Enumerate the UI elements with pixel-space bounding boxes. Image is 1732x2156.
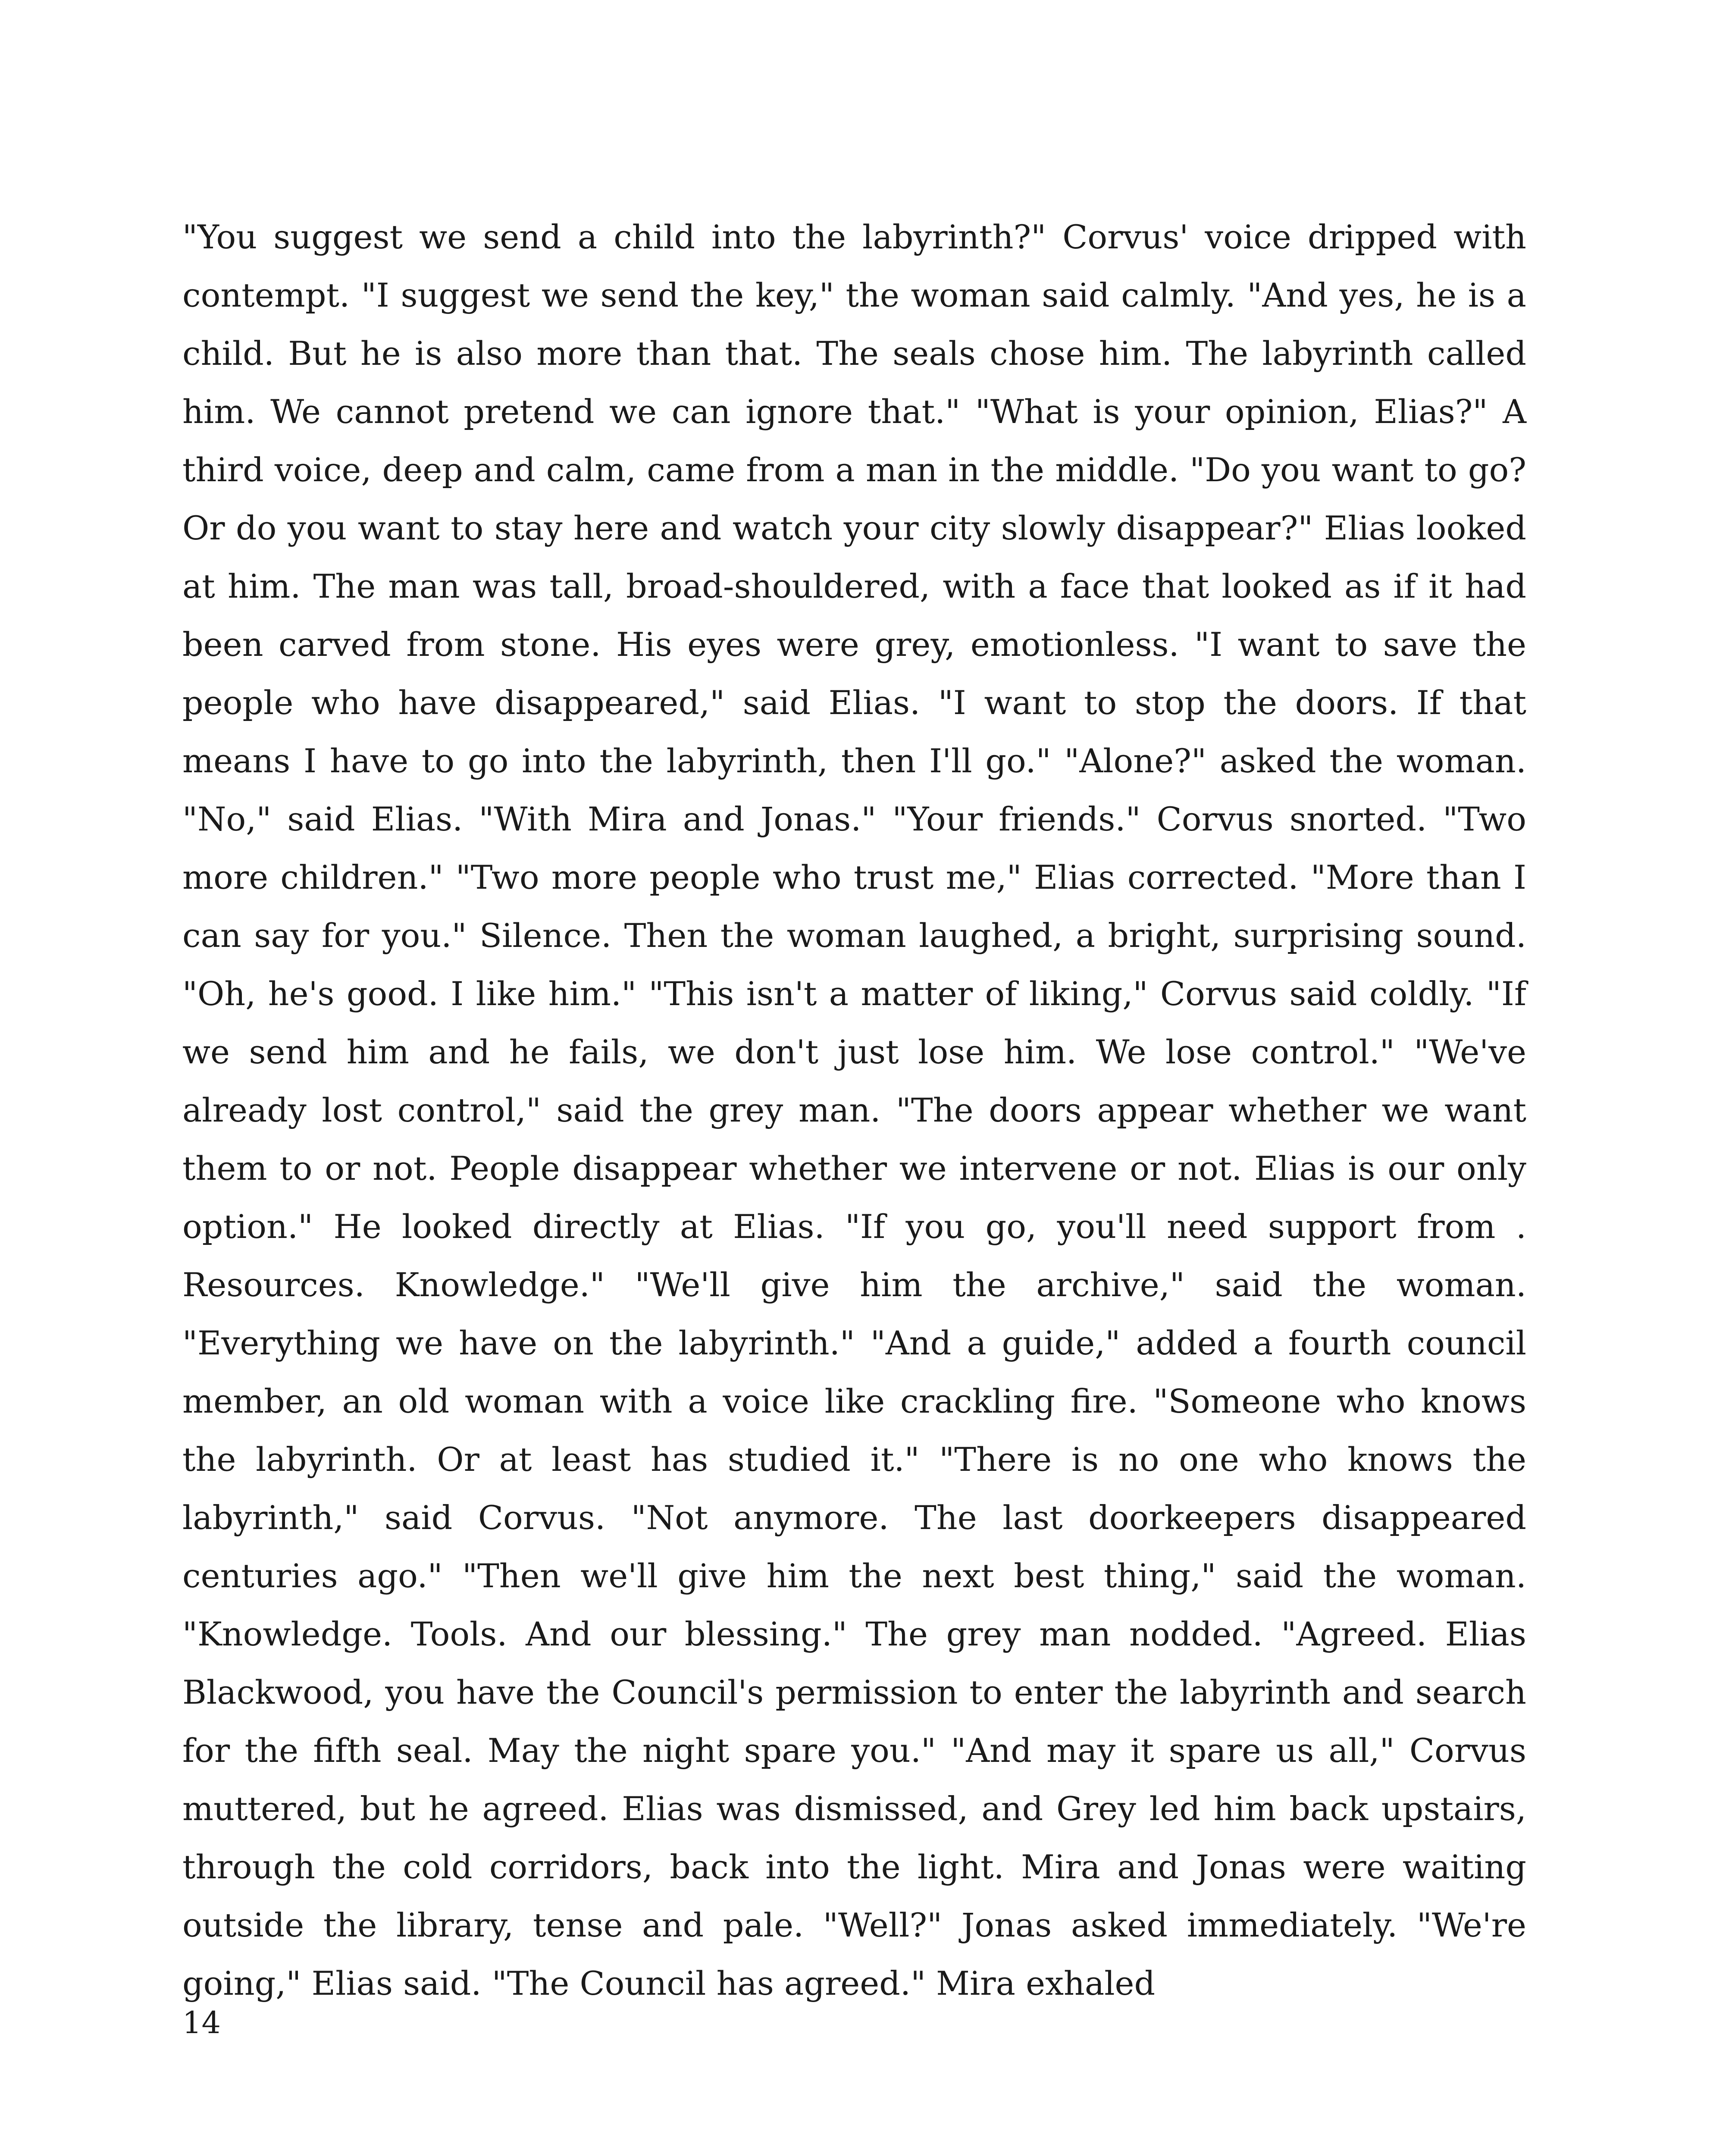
page-number: 14 [182,2005,221,2040]
body-paragraph: "You suggest we send a child into the labyrinth?" Corvus' voice dripped with contempt. "I suggest we send the key," the woman said calmly. "And yes, he is a child. But he is also more than that. The seals chose him. The labyrinth called him. We cannot pretend we can ignore that." "What is your opinion, Elias?" A third voice, deep and calm, came from a man in the middle. "Do you want to go? Or do you want to stay here and watch your city slowly disappear?" Elias looked at him. The man was tall, broad-shouldered, with a face that looked as if it had been carved from stone. His eyes were grey, emotionless. "I want to save the people who have disappeared," said Elias. "I want to stop the doors. If that means I have to go into the labyrinth, then I'll go." "Alone?" asked the woman. "No," said Elias. "With Mira and Jonas." "Your friends." Corvus snorted. "Two more children." "Two more people who trust me," Elias corrected. "More than I can say for you." Silence. Then the woman laughed, a bright, surprising sound. "Oh, he's good. I like him." "This isn't a matter of liking," Corvus said coldly. "If we send him and he fails, we don't just lose him. We lose control." "We've already lost control," said the grey man. "The doors appear whether we want them to or not. People disappear whether we intervene or not. Elias is our only option." He looked directly at Elias. "If you go, you'll need support from . Resources. Knowledge." "We'll give him the archive," said the woman. "Everything we have on the labyrinth." "And a guide," added a fourth council member, an old woman with a voice like crackling fire. "Someone who knows the labyrinth. Or at least has studied it." "There is no one who knows the labyrinth," said Corvus. "Not anymore. The last doorkeepers disappeared centuries ago." "Then we'll give him the next best thing," said the woman. "Knowledge. Tools. And our blessing." The grey man nodded. "Agreed. Elias Blackwood, you have the Council's permission to enter the labyrinth and search for the fifth seal. May the night spare you." "And may it spare us all," Corvus muttered, but he agreed. Elias was dismissed, and Grey led him back upstairs, through the cold corridors, back into the light. Mira and Jonas were waiting outside the library, tense and pale. "Well?" Jonas asked immediately. "We're going," Elias said. "The Council has agreed." Mira exhaled [182,218,1526,2002]
